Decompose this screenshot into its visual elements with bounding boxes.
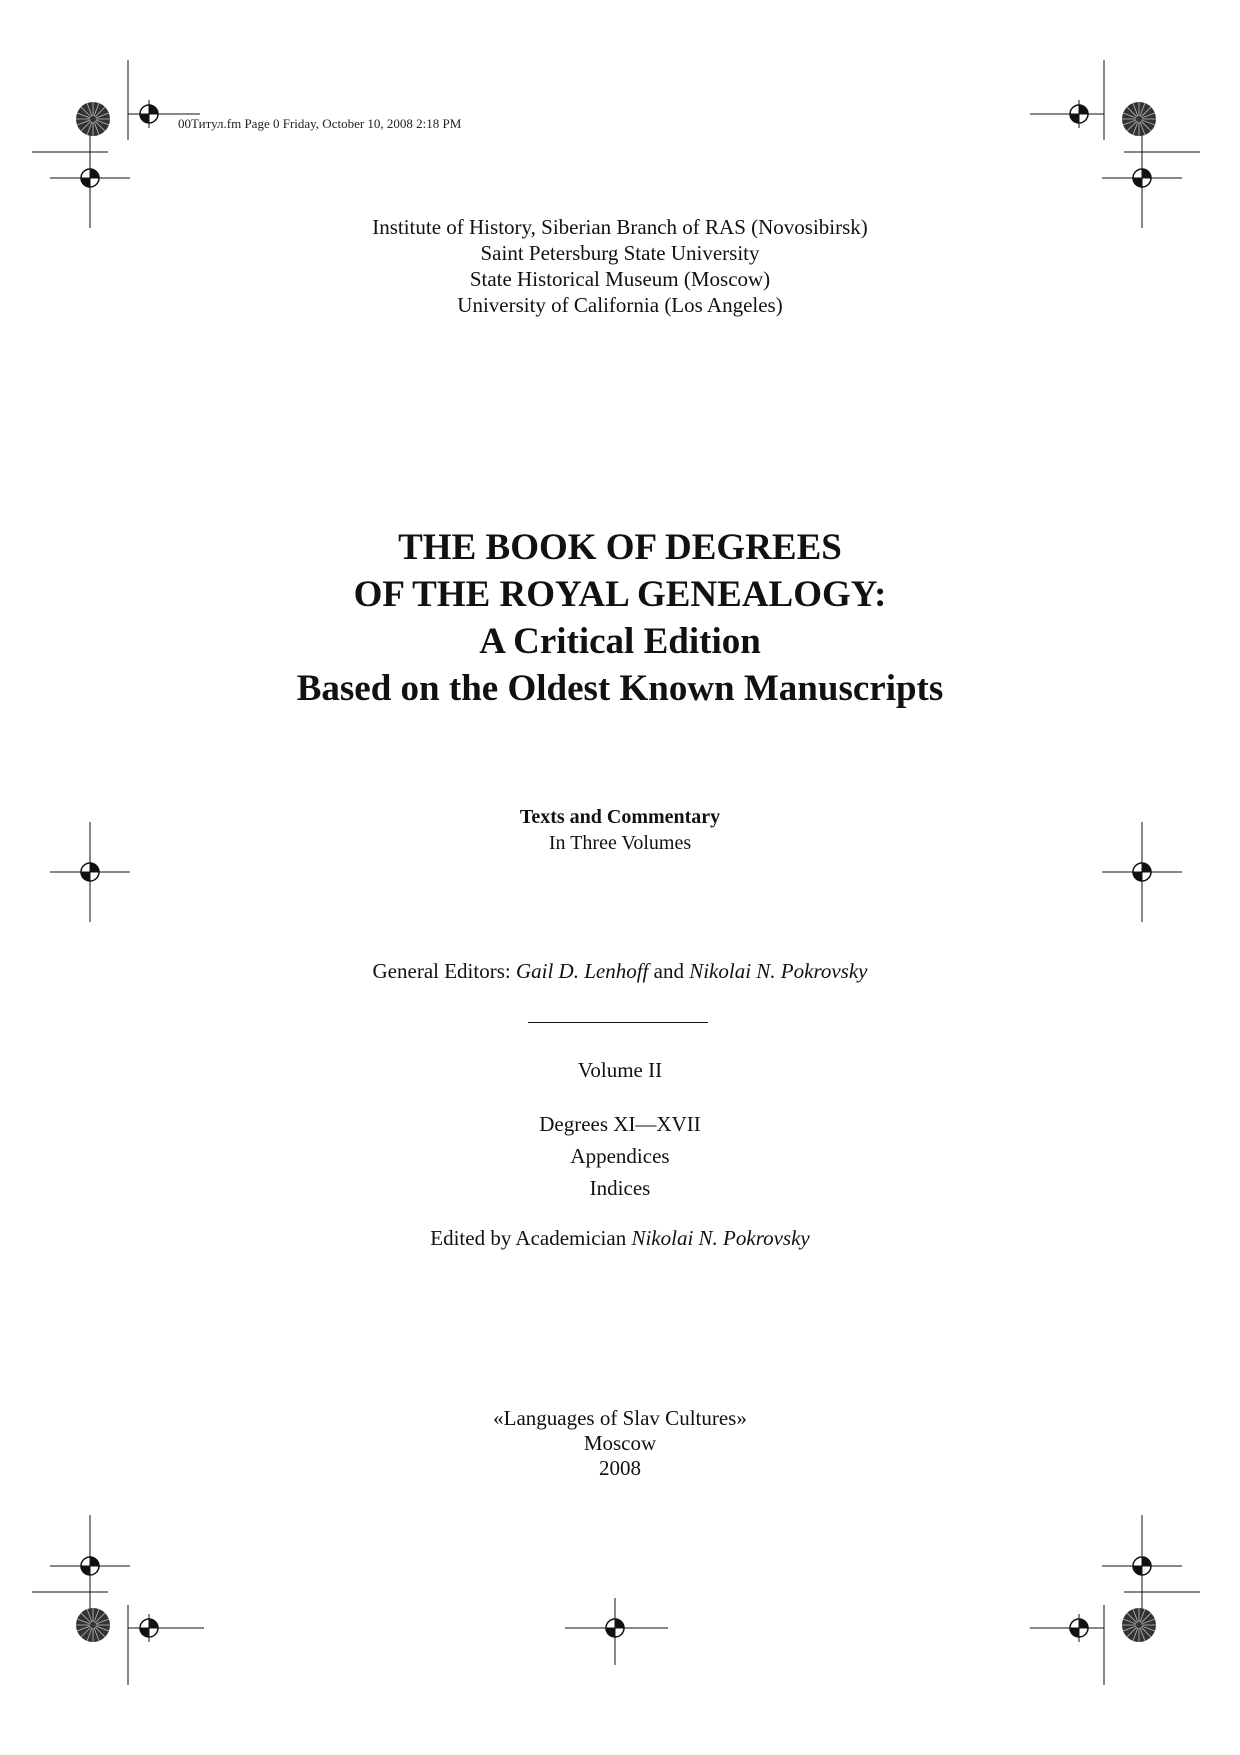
edited-by-label: Edited by Academician [430,1226,632,1250]
volume-number: Volume II [577,1058,663,1082]
texts-commentary: Texts and Commentary [519,806,721,828]
contents-line: Appendices [570,1144,670,1168]
contents-line: Degrees XI—XVII [539,1112,701,1136]
institution-line: State Historical Museum (Moscow) [469,267,771,291]
general-editors [0,958,1240,984]
editor-name: Nikolai N. Pokrovsky [689,959,868,983]
institutions-block [0,214,1240,318]
volume-contents [0,1108,1240,1204]
title-line: OF THE ROYAL GENEALOGY: [353,574,887,615]
volumes-note: In Three Volumes [548,832,692,854]
imprint [0,1406,1240,1481]
title-line: THE BOOK OF DEGREES [398,527,842,568]
publisher-name: «Languages of Slav Cultures» [493,1406,747,1430]
editor-name: Nikolai N. Pokrovsky [631,1226,810,1250]
contents-line: Indices [589,1176,651,1200]
general-editors-label: General Editors: [372,959,516,983]
editor-name: Gail D. Lenhoff [515,959,649,983]
editors-joiner: and [648,959,690,983]
title-line: A Critical Edition [479,621,761,662]
edited-by [0,1225,1240,1251]
publication-year: 2008 [599,1456,641,1480]
institution-line: Institute of History, Siberian Branch of RAS (Novosibirsk) [372,215,868,239]
title-line: Based on the Oldest Known Manuscripts [296,668,944,709]
book-title [0,524,1240,712]
edition-description [0,804,1240,856]
publisher-city: Moscow [583,1431,657,1455]
divider-rule [528,1022,708,1023]
institution-line: University of California (Los Angeles) [457,293,783,317]
slug-line: 00Титул.fm Page 0 Friday, October 10, 2008 2:18 PM [178,116,462,131]
institution-line: Saint Petersburg State University [480,241,760,265]
